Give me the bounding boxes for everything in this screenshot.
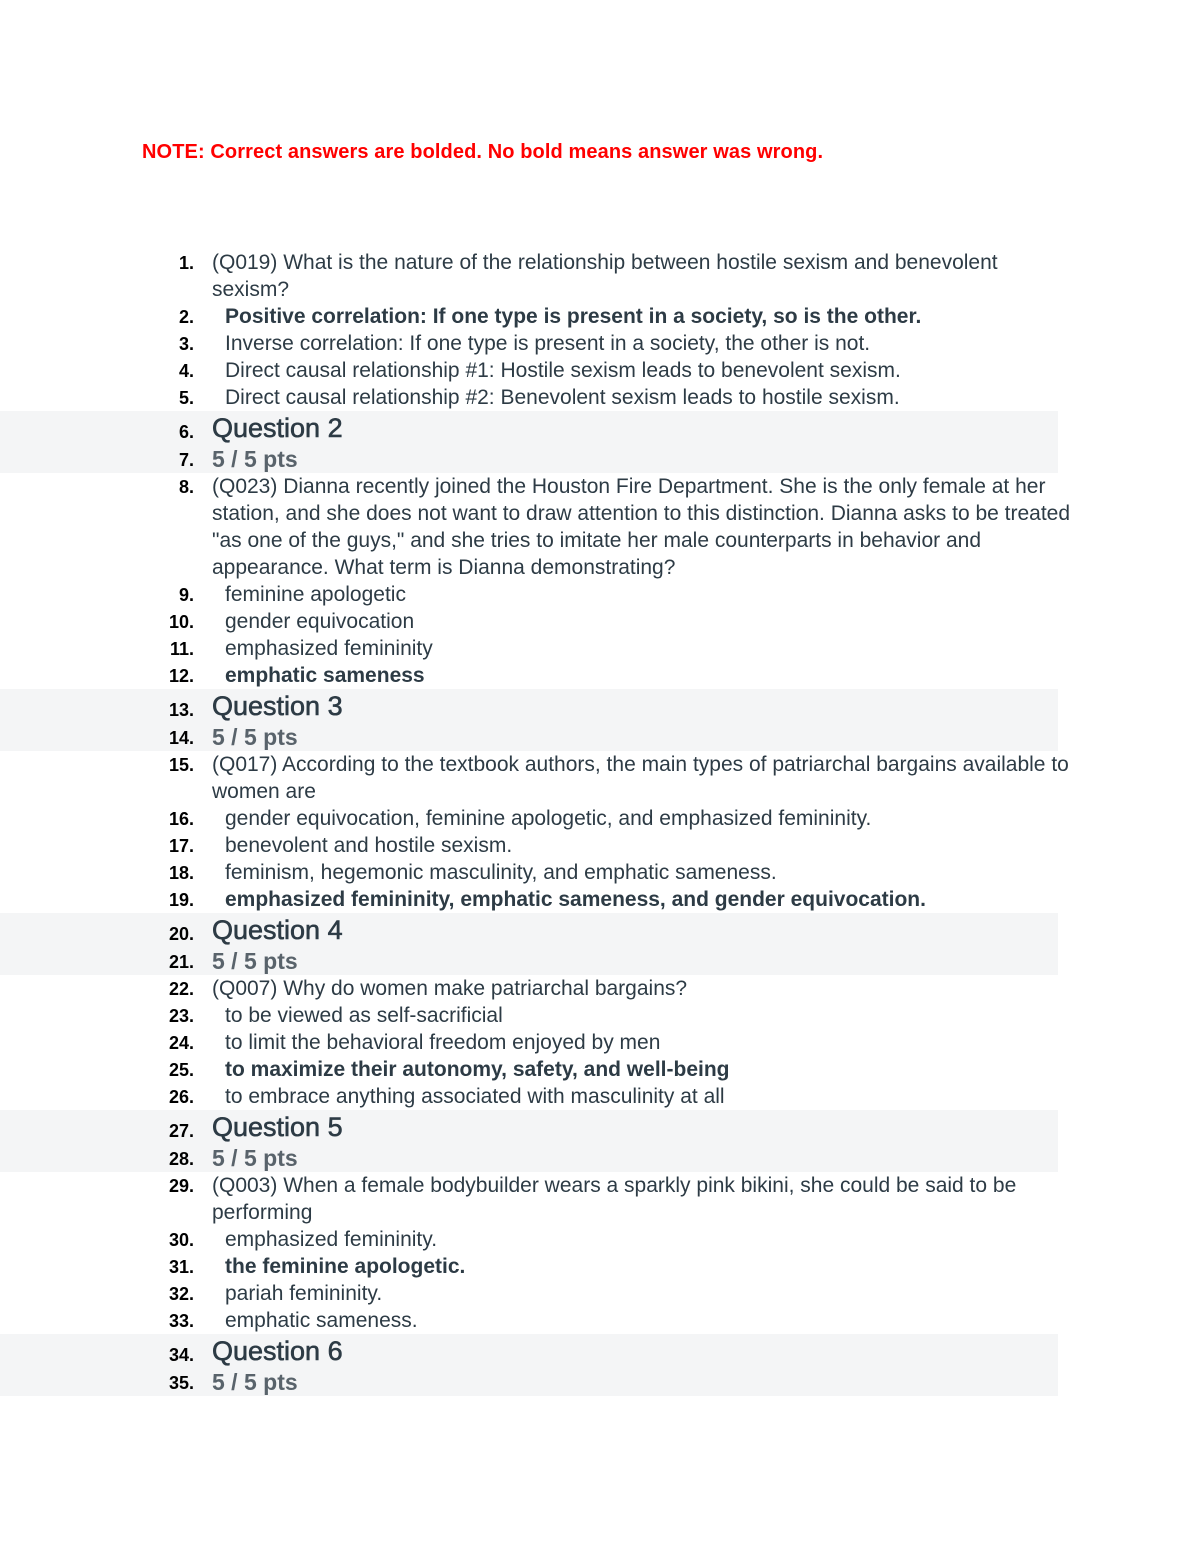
answer-option: feminism, hegemonic masculinity, and emphatic sameness.	[225, 861, 777, 884]
list-item-number: 1.	[178, 253, 194, 273]
list-item-number: 14.	[168, 728, 194, 748]
list-item-number: 6.	[178, 422, 194, 442]
points-score: 5 / 5 pts	[212, 1369, 298, 1395]
list-item	[0, 445, 1058, 473]
list-item-number: 34.	[168, 1345, 194, 1365]
question-text: (Q023) Dianna recently joined the Houston Fire Department. She is the only female at her station, and she does not want to draw attention to this distinction. Dianna asks to be treated "as one of the guys," and she tries to imitate her male counterparts in behavior and appearance. What term is Dianna demonstrating?	[212, 475, 1071, 579]
list-item	[0, 805, 1200, 832]
list-item	[0, 1172, 1200, 1226]
list-item-number: 13.	[168, 700, 194, 720]
list-item	[0, 751, 1200, 805]
list-item	[0, 1056, 1200, 1083]
list-item-number: 26.	[168, 1087, 194, 1107]
answer-option: gender equivocation	[225, 610, 415, 633]
answer-option: to limit the behavioral freedom enjoyed by men	[225, 1031, 661, 1054]
list-item	[0, 1226, 1200, 1253]
question-text: (Q007) Why do women make patriarchal bargains?	[212, 977, 688, 1000]
list-item-number: 35.	[168, 1373, 194, 1393]
list-item	[0, 249, 1200, 303]
list-item	[0, 1368, 1058, 1396]
list-item	[0, 832, 1200, 859]
numbered-list	[0, 249, 1200, 1396]
correct-answer-option: Positive correlation: If one type is present in a society, so is the other.	[225, 305, 922, 328]
question-text: (Q019) What is the nature of the relationship between hostile sexism and benevolent sexism?	[212, 251, 998, 301]
list-item	[0, 1334, 1058, 1368]
points-score: 5 / 5 pts	[212, 446, 298, 472]
question-heading: Question 2	[212, 413, 343, 443]
answer-option: Direct causal relationship #1: Hostile sexism leads to benevolent sexism.	[225, 359, 901, 382]
answer-option: Direct causal relationship #2: Benevolent sexism leads to hostile sexism.	[225, 386, 900, 409]
list-item-number: 31.	[168, 1257, 194, 1277]
answer-option: emphasized femininity.	[225, 1228, 438, 1251]
list-item	[0, 1110, 1058, 1144]
list-item	[0, 1002, 1200, 1029]
note-banner: NOTE: Correct answers are bolded. No bold means answer was wrong.	[142, 141, 824, 163]
list-item	[0, 689, 1058, 723]
list-item-number: 17.	[168, 836, 194, 856]
list-item	[0, 411, 1058, 445]
question-text: (Q003) When a female bodybuilder wears a sparkly pink bikini, she could be said to be performing	[212, 1174, 1017, 1224]
list-item-number: 19.	[168, 890, 194, 910]
list-item-number: 3.	[178, 334, 194, 354]
list-item-number: 24.	[168, 1033, 194, 1053]
list-item	[0, 1029, 1200, 1056]
list-item-number: 16.	[168, 809, 194, 829]
list-item	[0, 303, 1200, 330]
list-item-number: 11.	[169, 639, 194, 659]
list-item	[0, 662, 1200, 689]
points-score: 5 / 5 pts	[212, 1145, 298, 1171]
correct-answer-option: to maximize their autonomy, safety, and well-being	[225, 1058, 730, 1081]
correct-answer-option: the feminine apologetic.	[225, 1255, 466, 1278]
points-score: 5 / 5 pts	[212, 948, 298, 974]
list-item-number: 15.	[168, 755, 194, 775]
list-item	[0, 1280, 1200, 1307]
list-item	[0, 975, 1200, 1002]
list-item-number: 29.	[168, 1176, 194, 1196]
list-item-number: 12.	[168, 666, 194, 686]
answer-option: emphasized femininity	[225, 637, 433, 660]
list-item	[0, 723, 1058, 751]
list-item-number: 9.	[178, 585, 194, 605]
answer-option: to embrace anything associated with masculinity at all	[225, 1085, 725, 1108]
list-item	[0, 1083, 1200, 1110]
list-item	[0, 947, 1058, 975]
list-item	[0, 330, 1200, 357]
question-heading: Question 4	[212, 915, 343, 945]
question-text: (Q017) According to the textbook authors, the main types of patriarchal bargains available to women are	[212, 753, 1069, 803]
list-item	[0, 357, 1200, 384]
list-item-number: 5.	[178, 388, 194, 408]
list-item-number: 20.	[168, 924, 194, 944]
list-item	[0, 635, 1200, 662]
question-heading: Question 6	[212, 1336, 343, 1366]
list-item	[0, 384, 1200, 411]
correct-answer-option: emphatic sameness	[225, 664, 425, 687]
correct-answer-option: emphasized femininity, emphatic sameness, and gender equivocation.	[225, 888, 926, 911]
list-item	[0, 886, 1200, 913]
list-item-number: 32.	[168, 1284, 194, 1304]
list-item-number: 7.	[178, 450, 194, 470]
answer-option: emphatic sameness.	[225, 1309, 418, 1332]
answer-option: to be viewed as self-sacrificial	[225, 1004, 503, 1027]
answer-option: benevolent and hostile sexism.	[225, 834, 513, 857]
answer-option: feminine apologetic	[225, 583, 406, 606]
list-item	[0, 1253, 1200, 1280]
question-heading: Question 5	[212, 1112, 343, 1142]
question-heading: Question 3	[212, 691, 343, 721]
list-item	[0, 913, 1058, 947]
list-item-number: 28.	[168, 1149, 194, 1169]
list-item-number: 4.	[178, 361, 194, 381]
list-item	[0, 581, 1200, 608]
points-score: 5 / 5 pts	[212, 724, 298, 750]
answer-option: Inverse correlation: If one type is present in a society, the other is not.	[225, 332, 871, 355]
answer-option: gender equivocation, feminine apologetic, and emphasized femininity.	[225, 807, 872, 830]
list-item-number: 18.	[168, 863, 194, 883]
list-item	[0, 608, 1200, 635]
list-item	[0, 473, 1200, 581]
list-item-number: 2.	[178, 307, 194, 327]
list-item-number: 27.	[168, 1121, 194, 1141]
list-item-number: 25.	[168, 1060, 194, 1080]
list-item	[0, 1144, 1058, 1172]
list-item-number: 8.	[178, 477, 194, 497]
list-item-number: 33.	[168, 1311, 194, 1331]
list-item-number: 22.	[168, 979, 194, 999]
answer-option: pariah femininity.	[225, 1282, 383, 1305]
list-item-number: 10.	[168, 612, 194, 632]
list-item-number: 21.	[168, 952, 194, 972]
list-item-number: 23.	[168, 1006, 194, 1026]
list-item	[0, 859, 1200, 886]
list-item-number: 30.	[168, 1230, 194, 1250]
list-item	[0, 1307, 1200, 1334]
